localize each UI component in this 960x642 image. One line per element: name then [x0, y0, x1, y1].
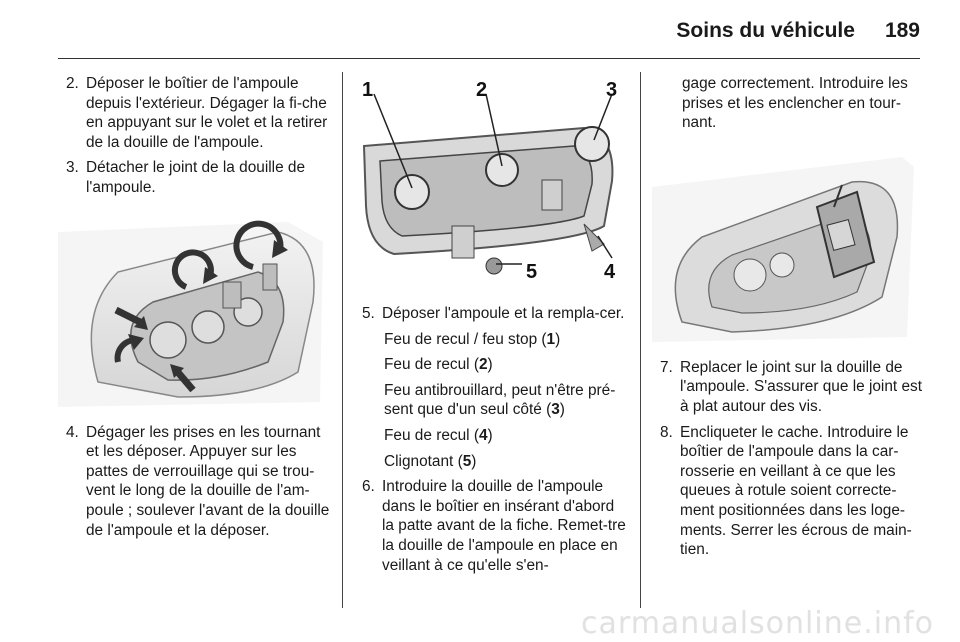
- section-title: Soins du véhicule: [676, 19, 855, 42]
- step-6: [354, 477, 628, 575]
- bulb-item-5: Clignotant (5): [384, 452, 477, 470]
- step-number: 6.: [362, 478, 375, 496]
- page-header: [676, 14, 920, 48]
- column-right: [652, 74, 924, 566]
- step-2: [58, 74, 332, 152]
- step-text: Déposer l'ampoule et la rempla-cer.: [382, 305, 625, 322]
- bulb-item-1: Feu de recul / feu stop (1): [384, 330, 561, 348]
- illustration-cover-reinstall: [652, 147, 918, 342]
- column-left: [58, 74, 332, 546]
- step-number: 3.: [66, 159, 79, 177]
- watermark: carmanualsonline.info: [581, 606, 934, 641]
- step-6-continuation: gage correctement. Introduire les prises et les enclencher en tour-nant.: [682, 75, 908, 132]
- step-text: Déposer le boîtier de l'ampoule depuis l'extérieur. Dégager la fi-che en appuyant sur le volet et la retirer de la douille de l'ampoule.: [86, 75, 328, 151]
- page-number: 189: [884, 19, 920, 42]
- step-number: 2.: [66, 75, 79, 92]
- header-divider: [58, 58, 920, 59]
- callout-1: 1: [362, 79, 374, 101]
- column-divider-2: [640, 72, 641, 608]
- column-middle: [354, 74, 628, 581]
- step-text: Dégager les prises en les tournant et les déposer. Appuyer sur les pattes de verrouillage qui se trou-vent le long de la douille de l'am-poule ; soulever l'avant de la douille de l'ampoule et la déposer.: [86, 423, 330, 539]
- step-text: Détacher le joint de la douille de l'ampoule.: [86, 159, 306, 196]
- bulb-item-3: Feu antibrouillard, peut n'être pré-sent que d'un seul côté (3): [384, 381, 616, 419]
- step-number: 4.: [66, 423, 79, 441]
- step-number: 7.: [660, 358, 673, 376]
- illustration-lamp-housing-removal: [58, 212, 326, 407]
- step-text: Replacer le joint sur la douille de l'ampoule. S'assurer que le joint est à plat autour des vis.: [680, 358, 922, 415]
- step-4: [58, 423, 332, 541]
- step-text: Introduire la douille de l'ampoule dans le boîtier en insérant d'abord la patte avant de la fiche. Remet-tre la douille de l'ampoule en place en veillant à ce qu'elle s'en-: [382, 478, 626, 574]
- bulb-item-4: Feu de recul (4): [384, 426, 493, 444]
- step-8: [652, 423, 924, 560]
- callout-3: 3: [606, 79, 618, 101]
- step-5: [354, 304, 628, 324]
- step-7: [652, 358, 924, 417]
- column-divider-1: [342, 72, 343, 608]
- illustration-bulb-positions: [354, 76, 624, 288]
- step-number: 8.: [660, 423, 673, 441]
- step-number: 5.: [362, 305, 375, 322]
- callout-5: 5: [526, 261, 538, 283]
- callout-2: 2: [476, 79, 488, 101]
- callout-4: 4: [604, 261, 616, 283]
- step-3: [58, 158, 332, 197]
- step-text: Encliqueter le cache. Introduire le boîtier de l'ampoule dans la car-rosserie en veillant à ce que les queues à rotule soient correcte-ment positionnées dans les loge-ments. Serrer les écrous de main-tien.: [680, 423, 912, 559]
- bulb-item-2: Feu de recul (2): [384, 356, 493, 374]
